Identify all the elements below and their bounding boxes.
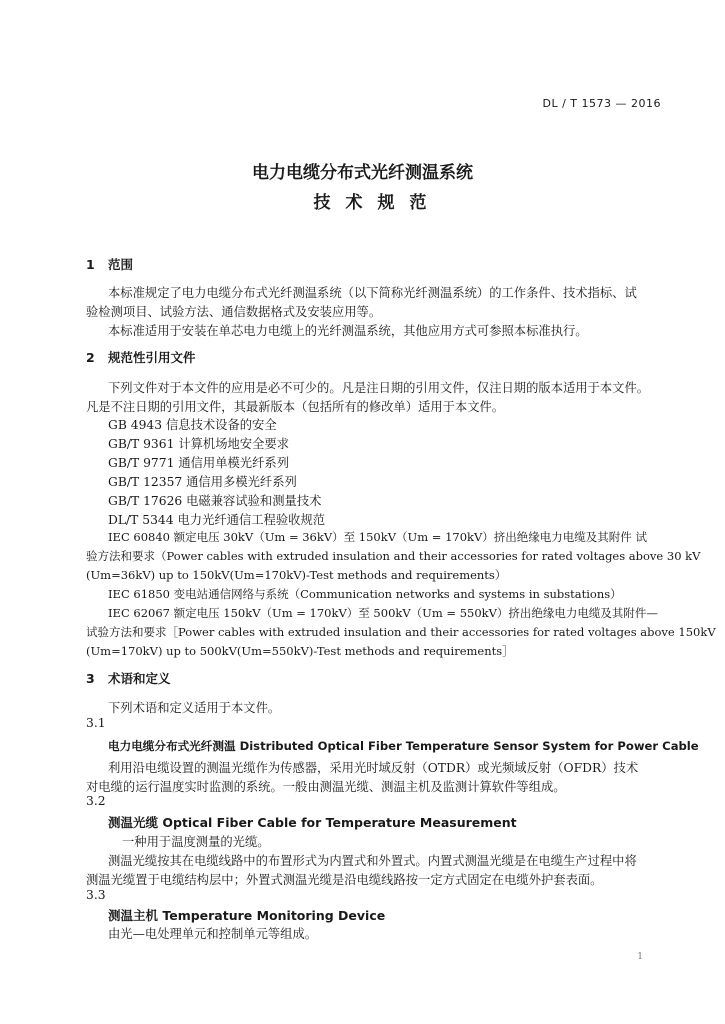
reference-item: IEC 62067 额定电压 150kV（Um = 170kV）至 500kV（Um = 550kV）挤出绝缘电力电缆及其附件— (108, 606, 658, 620)
reference-item: GB/T 9361 计算机场地安全要求 (108, 437, 289, 451)
definition-text: 对电缆的运行温度实时监测的系统。一般由测温光缆、测温主机及监测计算软件等组成。 (86, 780, 566, 794)
definition-text: 测温光缆按其在电缆线路中的布置形式为内置式和外置式。内置式测温光缆是在电缆生产过程中将 (108, 854, 637, 868)
definition-text: 一种用于温度测量的光缆。 (122, 835, 270, 849)
section-title: 术语和定义 (108, 671, 171, 686)
paragraph: 验检测项目、试验方法、通信数据格式及安装应用等。 (86, 305, 382, 319)
section-2-heading (86, 348, 196, 366)
paragraph: 下列文件对于本文件的应用是必不可少的。凡是注日期的引用文件，仅注日期的版本适用于本文件。 (108, 381, 650, 395)
reference-item: GB/T 9771 通信用单模光纤系列 (108, 456, 289, 470)
paragraph: 下列术语和定义适用于本文件。 (108, 701, 281, 715)
reference-item: 试验方法和要求［Power cables with extruded insulation and their accessories for rated voltages above 150kV (86, 625, 716, 639)
term-heading: 电力电缆分布式光纤测温 Distributed Optical Fiber Temperature Sensor System for Power Cable (108, 739, 699, 753)
definition-text: 测温光缆置于电缆结构层中；外置式测温光缆是沿电缆线路按一定方式固定在电缆外护套表面。 (86, 873, 603, 887)
reference-item: (Um=170kV) up to 500kV(Um=550kV)-Test methods and requirements］ (86, 644, 514, 658)
term-heading: 测温光缆 Optical Fiber Cable for Temperature Measurement (108, 815, 517, 830)
paragraph: 凡是不注日期的引用文件，其最新版本（包括所有的修改单）适用于本文件。 (86, 400, 505, 414)
paragraph: 本标准规定了电力电缆分布式光纤测温系统（以下简称光纤测温系统）的工作条件、技术指标、试 (108, 286, 637, 300)
document-code: DL / T 1573 — 2016 (542, 97, 661, 110)
definition-text: 由光—电处理单元和控制单元等组成。 (108, 927, 318, 941)
page-number: 1 (637, 952, 643, 962)
section-3-heading (86, 669, 171, 687)
reference-item: GB/T 17626 电磁兼容试验和测量技术 (108, 494, 322, 508)
section-title: 规范性引用文件 (108, 350, 196, 365)
reference-item: IEC 60840 额定电压 30kV（Um = 36kV）至 150kV（Um = 170kV）挤出绝缘电力电缆及其附件 试 (108, 530, 647, 544)
term-number: 3.1 (86, 716, 106, 730)
definition-text: 利用沿电缆设置的测温光缆作为传感器，采用光时域反射（OTDR）或光频域反射（OFDR）技术 (108, 761, 639, 775)
term-heading: 测温主机 Temperature Monitoring Device (108, 908, 386, 923)
paragraph: 本标准适用于安装在单芯电力电缆上的光纤测温系统，其他应用方式可参照本标准执行。 (108, 324, 588, 338)
reference-item: (Um=36kV) up to 150kV(Um=170kV)-Test methods and requirements） (86, 568, 507, 582)
section-number: 3 (86, 671, 95, 686)
reference-item: IEC 61850 变电站通信网络与系统（Communication networks and systems in substations） (108, 587, 622, 601)
reference-item: DL/T 5344 电力光纤通信工程验收规范 (108, 513, 326, 527)
section-1-heading (86, 255, 133, 273)
term-number: 3.2 (86, 794, 106, 808)
section-number: 1 (86, 257, 95, 272)
reference-item: GB/T 12357 通信用多模光纤系列 (108, 475, 297, 489)
section-number: 2 (86, 350, 95, 365)
term-number: 3.3 (86, 888, 106, 902)
section-title: 范围 (108, 257, 134, 272)
reference-item: 验方法和要求（Power cables with extruded insulation and their accessories for rated voltages above 30 kV (86, 549, 701, 563)
document-subtitle: 技术规范 (313, 193, 442, 213)
document-title: 电力电缆分布式光纤测温系统 (252, 163, 473, 183)
reference-item: GB 4943 信息技术设备的安全 (108, 418, 277, 432)
